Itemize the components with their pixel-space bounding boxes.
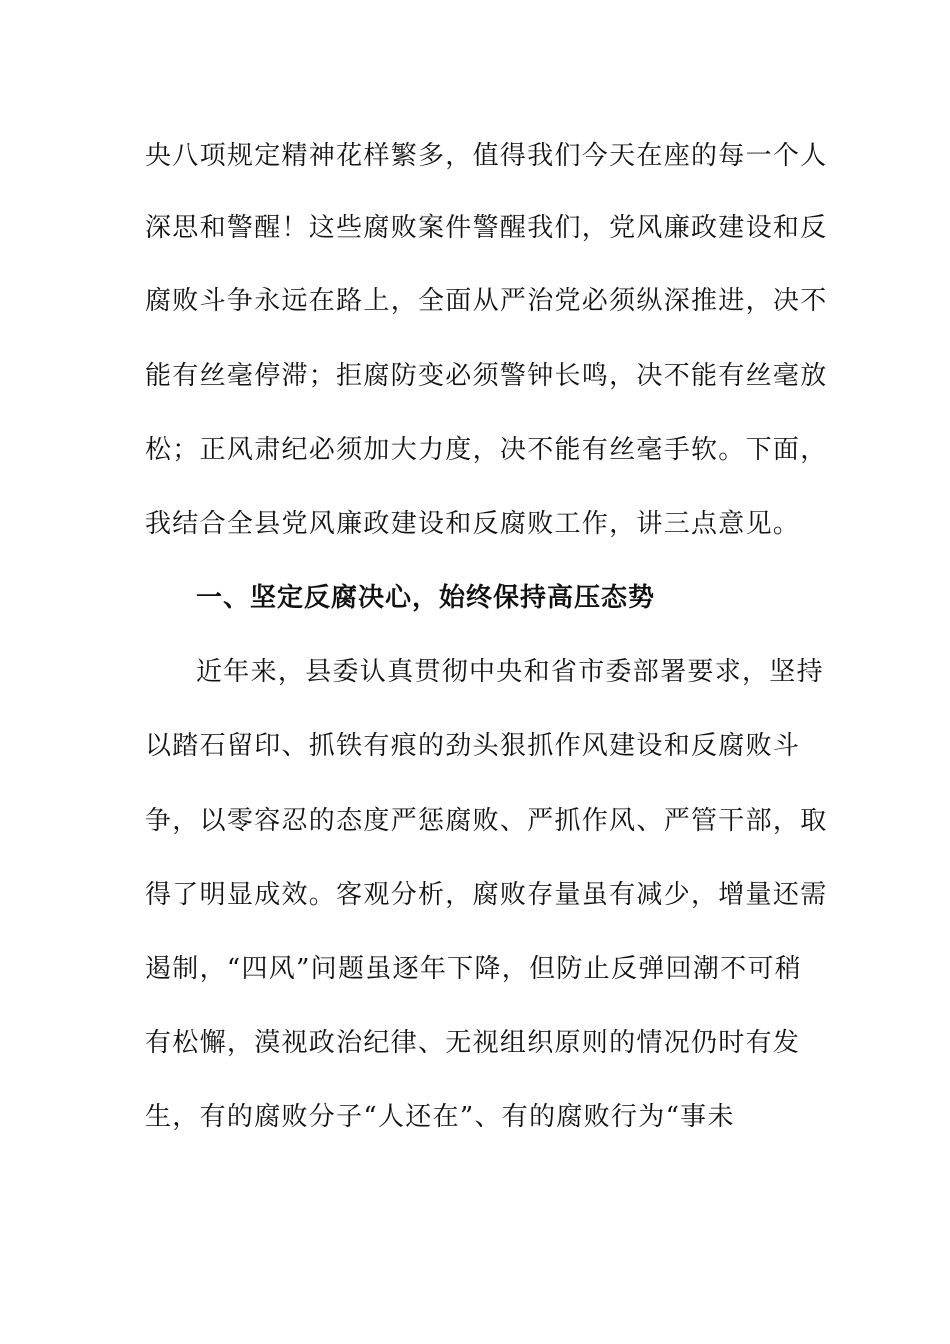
body-text-line: 松；正风肃纪必须加大力度，决不能有丝毫手软。下面， bbox=[145, 435, 828, 465]
body-text-line: 央八项规定精神花样繁多，值得我们今天在座的每一个人 bbox=[145, 141, 828, 171]
body-text-line: 深思和警醒！这些腐败案件警醒我们，党风廉政建设和反 bbox=[145, 213, 828, 243]
body-text-line: 争，以零容忍的态度严惩腐败、严抓作风、严管干部，取 bbox=[145, 806, 828, 836]
body-text-line: 遏制，“四风”问题虽逐年下降，但防止反弹回潮不可稍 bbox=[145, 954, 803, 984]
paragraph-first-line: 近年来，县委认真贯彻中央和省市委部署要求，坚持 bbox=[196, 657, 824, 687]
section-heading: 一、坚定反腐决心，始终保持高压态势 bbox=[196, 583, 656, 613]
body-text-line: 腐败斗争永远在路上，全面从严治党必须纵深推进，决不 bbox=[145, 286, 828, 316]
body-text-line: 以踏石留印、抓铁有痕的劲头狠抓作风建设和反腐败斗 bbox=[145, 731, 801, 761]
body-text-line: 有松懈，漠视政治纪律、无视组织原则的情况仍时有发 bbox=[145, 1028, 801, 1058]
body-text-line: 生，有的腐败分子“人还在”、有的腐败行为“事未 bbox=[145, 1102, 735, 1132]
body-text-line: 我结合全县党风廉政建设和反腐败工作，讲三点意见。 bbox=[145, 509, 801, 539]
body-text-line: 得了明显成效。客观分析，腐败存量虽有减少，增量还需 bbox=[145, 880, 828, 910]
body-text-line: 能有丝毫停滞；拒腐防变必须警钟长鸣，决不能有丝毫放 bbox=[145, 361, 828, 391]
